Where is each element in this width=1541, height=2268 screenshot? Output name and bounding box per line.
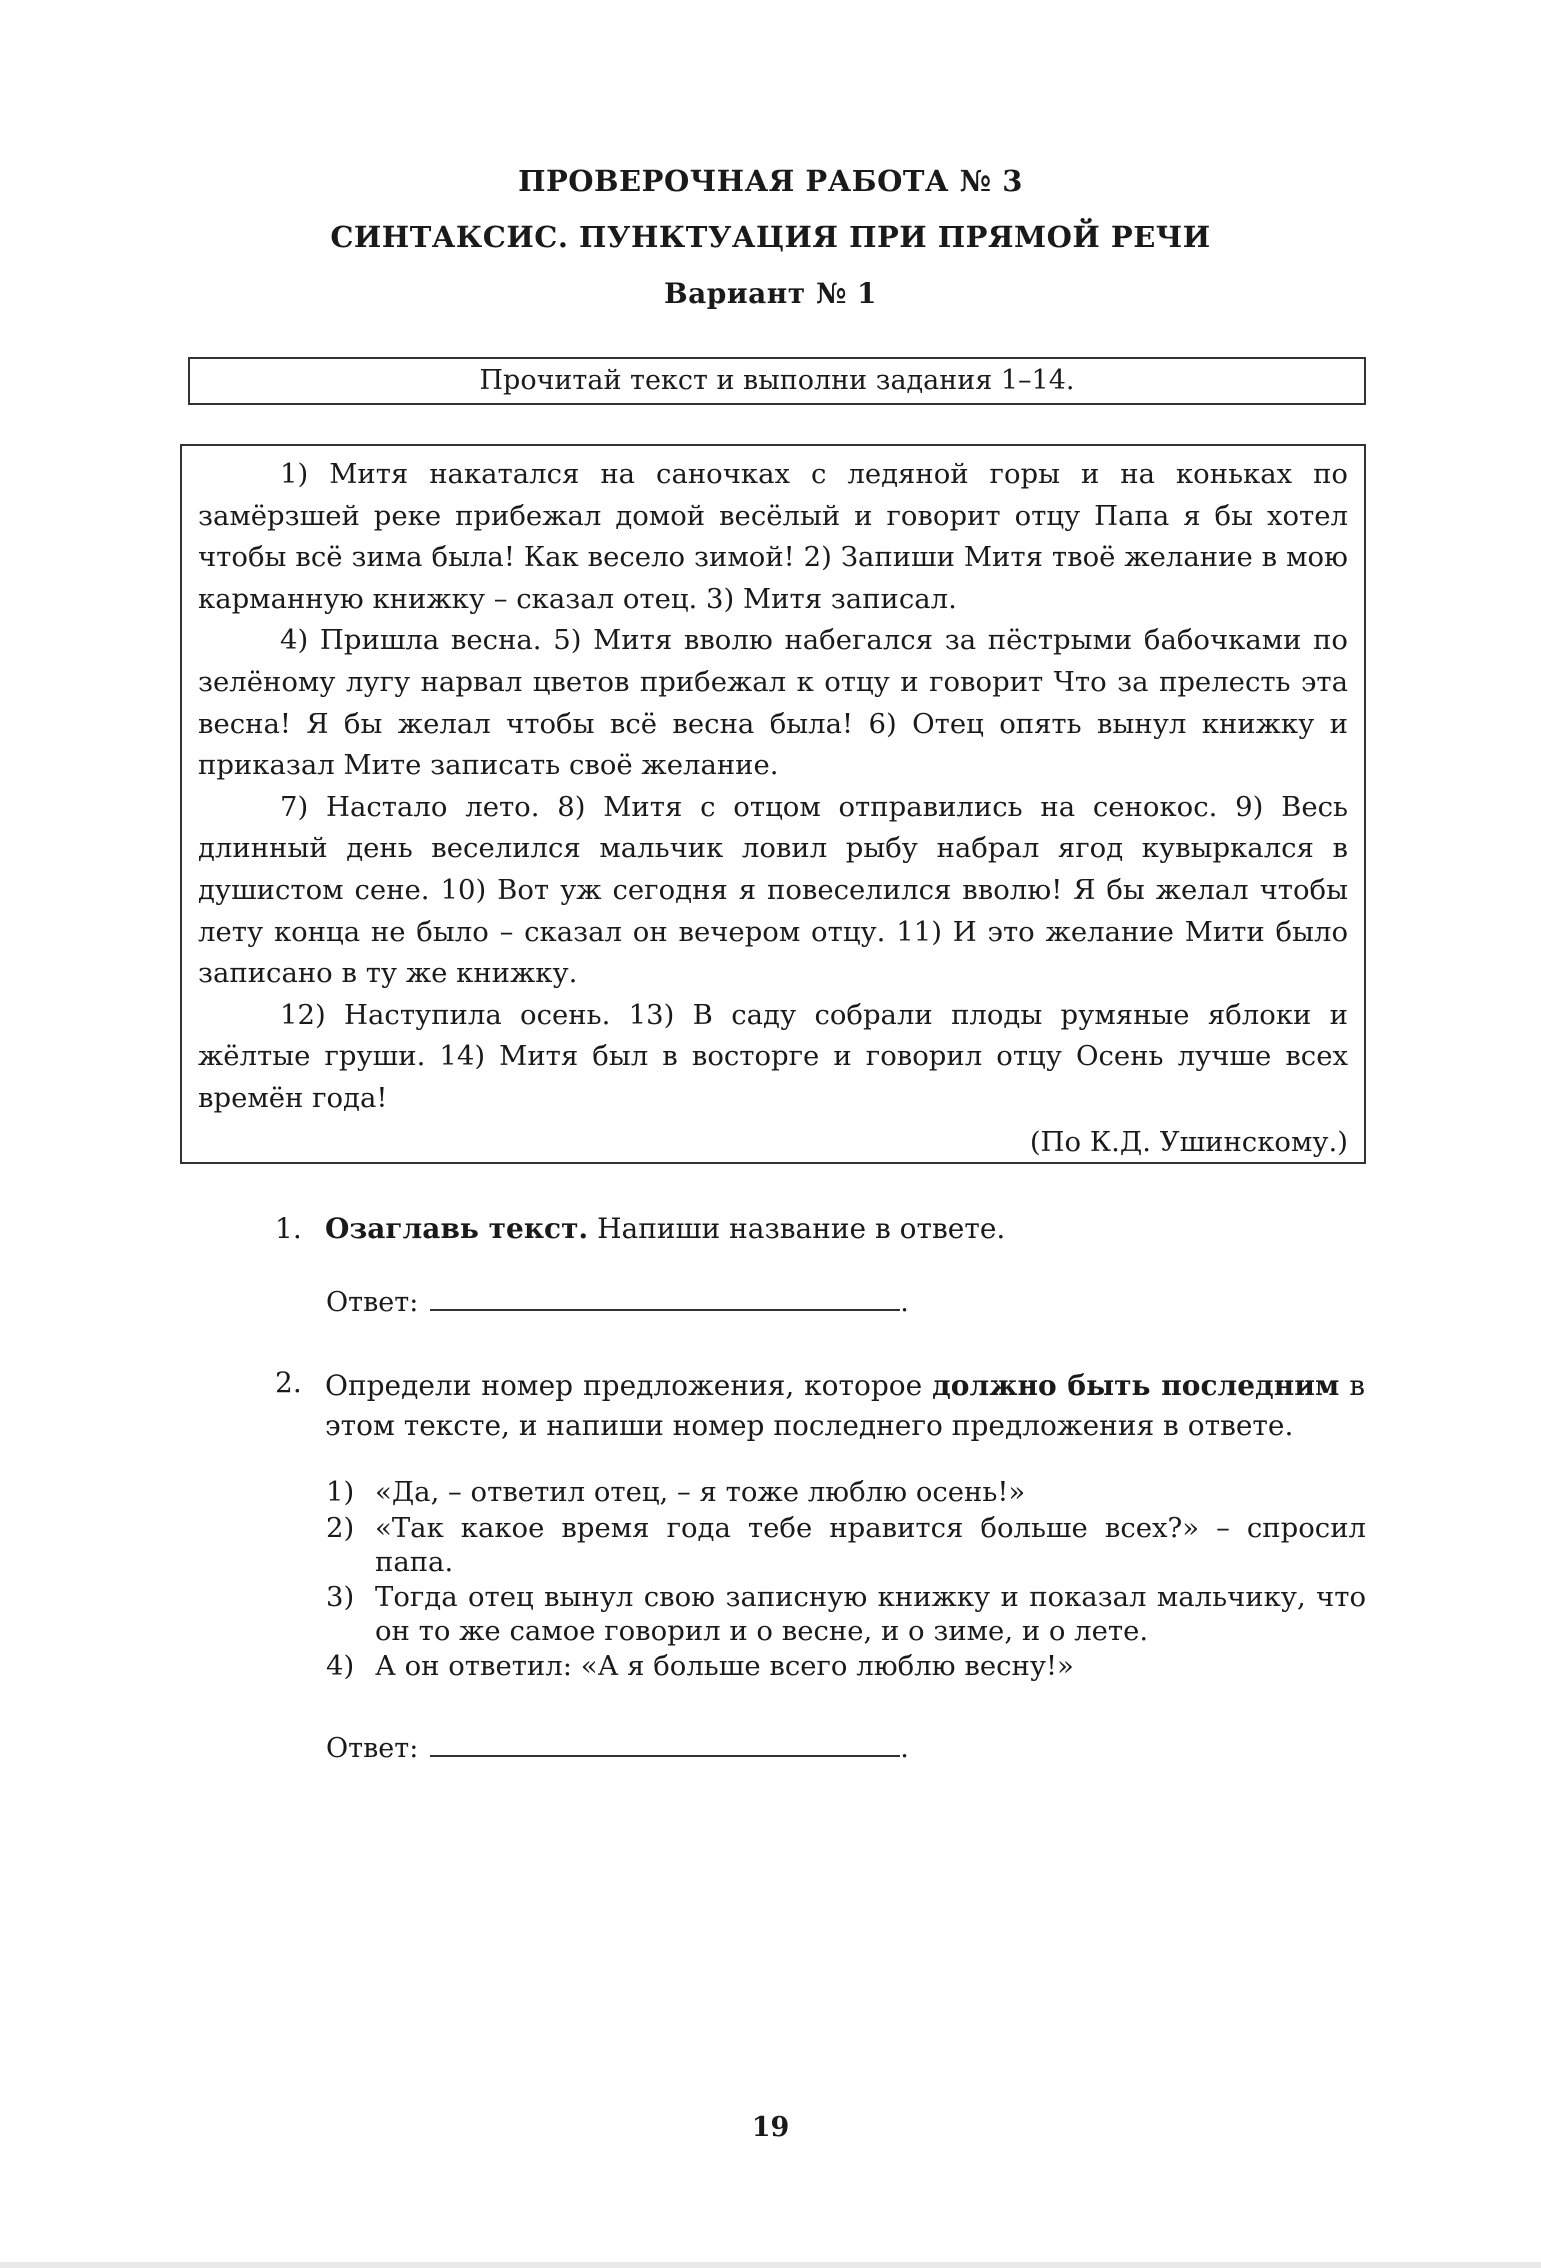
option-3-text: Тогда отец вынул свою записную книжку и показал мальчику, что он то же самое говорил и о весне, и о зиме, и о лете. [375, 1580, 1366, 1647]
option-4-number: 4) [326, 1649, 355, 1682]
task-2-part1: Определи номер предложения, которое [325, 1369, 933, 1402]
task-2-number: 2. [275, 1366, 302, 1399]
text-source: (По К.Д. Ушинскому.) [1029, 1125, 1348, 1158]
option-2 [326, 1511, 1366, 1580]
task-1-answer [326, 1283, 909, 1318]
option-1-text: «Да, – ответил отец, – я тоже люблю осень!» [375, 1476, 1026, 1508]
text-paragraph-2: 4) Пришла весна. 5) Митя вволю набегался за пёстрыми бабочками по зелёному лугу нарвал цветов прибежал к отцу и говорит Что за прелесть эта весна! Я бы желал чтобы всё весна была! 6) Отец опять вынул книжку и приказал Мите записать своё желание. [198, 624, 1348, 782]
instruction-text: Прочитай текст и выполни задания 1–14. [479, 365, 1075, 396]
option-1-number: 1) [326, 1476, 355, 1508]
task-1-answer-label: Ответ: [326, 1287, 419, 1318]
option-3-number: 3) [326, 1580, 355, 1613]
worksheet-title: ПРОВЕРОЧНАЯ РАБОТА № 3 [518, 164, 1023, 198]
text-paragraph-3: 7) Настало лето. 8) Митя с отцом отправились на сенокос. 9) Весь длинный день веселился мальчик ловил рыбу набрал ягод кувыркался в душистом сене. 10) Вот уж сегодня я повеселился вволю! Я бы желал чтобы лету конца не было – сказал он вечером отцу. 11) И это желание Мити было записано в ту же книжку. [198, 790, 1348, 990]
task-2-answer-line[interactable] [430, 1729, 900, 1757]
page-bottom-edge [0, 2262, 1541, 2268]
option-1 [326, 1475, 1366, 1510]
task-1-answer-end: . [900, 1287, 909, 1318]
variant-label: Вариант № 1 [663, 277, 878, 310]
task-2-part2: в этом тексте, и напиши номер последнего предложения в ответе. [325, 1369, 1365, 1442]
task-1-number: 1. [275, 1212, 302, 1245]
instruction-box [188, 357, 1366, 405]
task-1-answer-line[interactable] [430, 1283, 900, 1311]
task-2-body [325, 1366, 1365, 1446]
task-2-answer-end: . [900, 1733, 909, 1764]
text-paragraph-4: 12) Наступила осень. 13) В саду собрали плоды румяные яблоки и жёлтые груши. 14) Митя был в восторге и говорил отцу Осень лучше всех времён года! [198, 998, 1348, 1114]
task-2-answer-label: Ответ: [326, 1733, 419, 1764]
text-paragraph-1: 1) Митя накатался на саночках с ледяной горы и на коньках по замёрзшей реке прибежал домой весёлый и говорит отцу Папа я бы хотел чтобы всё зима была! Как весело зимой! 2) Запиши Митя твоё желание в мою карманную книжку – сказал отец. 3) Митя записал. [198, 458, 1348, 615]
option-2-text: «Так какое время года тебе нравится больше всех?» – спросил папа. [375, 1511, 1366, 1578]
task-1-body [325, 1212, 1005, 1245]
reading-text-box [180, 444, 1366, 1164]
task-2-bold: должно быть последним [932, 1369, 1340, 1402]
option-4-text: А он ответил: «А я больше всего люблю весну!» [375, 1649, 1074, 1682]
task-1-rest: Напиши название в ответе. [588, 1212, 1006, 1245]
page-number: 19 [751, 2112, 790, 2143]
option-4 [326, 1649, 1366, 1684]
option-3 [326, 1580, 1366, 1649]
worksheet-subtitle: СИНТАКСИС. ПУНКТУАЦИЯ ПРИ ПРЯМОЙ РЕЧИ [330, 220, 1211, 254]
task-1-bold: Озаглавь текст. [325, 1212, 589, 1245]
task-2-answer [326, 1729, 909, 1764]
option-2-number: 2) [326, 1511, 355, 1544]
task-2-options [326, 1475, 1366, 1683]
